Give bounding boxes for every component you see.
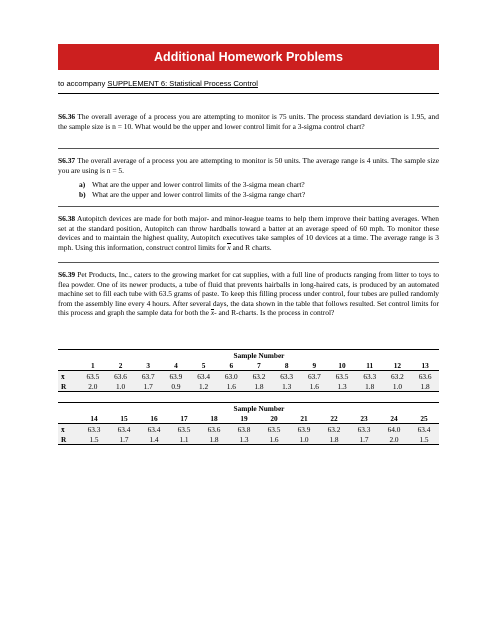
table-cell: 1.3 <box>273 381 301 392</box>
table-cell: 63.6 <box>411 371 439 382</box>
sample-number-header: 20 <box>259 413 289 424</box>
table-cell: 1.7 <box>109 434 139 445</box>
sample-number-header: 18 <box>199 413 229 424</box>
problem-text-end: - and R-charts. Is the process in control? <box>214 308 335 318</box>
problem-number: S6.37 <box>58 156 76 165</box>
table-cell: 64.0 <box>379 424 409 435</box>
sample-number-header: 4 <box>162 360 190 371</box>
subtitle <box>58 79 258 88</box>
sample-number-header: 17 <box>169 413 199 424</box>
question-b: b) What are the upper and lower control limits of the 3-sigma range chart? <box>79 189 306 199</box>
table-cell: 1.2 <box>190 381 218 392</box>
table-cell: 1.0 <box>107 381 135 392</box>
table-cell: 2.0 <box>79 381 107 392</box>
sample-number-header: 23 <box>349 413 379 424</box>
table-cell: 63.5 <box>259 424 289 435</box>
table-cell: 0.9 <box>162 381 190 392</box>
divider <box>58 148 439 149</box>
table-cell: 63.8 <box>229 424 259 435</box>
table-cell: 1.3 <box>328 381 356 392</box>
table-cell: 63.5 <box>328 371 356 382</box>
problem-number: S6.38 <box>58 214 76 223</box>
problem-number: S6.36 <box>58 112 76 121</box>
table-cell: 63.7 <box>301 371 329 382</box>
table-cell: 63.3 <box>349 424 379 435</box>
table-cell: 1.3 <box>229 434 259 445</box>
table-cell: 63.6 <box>107 371 135 382</box>
sample-table-1 <box>58 349 439 392</box>
sample-number-header: 13 <box>411 360 439 371</box>
question-a: a) What are the upper and lower control limits of the 3-sigma mean chart? <box>79 180 305 189</box>
table-cell: 1.8 <box>199 434 229 445</box>
sample-number-header: 14 <box>79 413 109 424</box>
table-cell: 63.4 <box>190 371 218 382</box>
table-cell: 1.8 <box>356 381 384 392</box>
table-cell: 1.0 <box>384 381 412 392</box>
row-label: R <box>58 434 79 445</box>
problem-text: The overall average of a process you are attempting to monitor is 50 units. The average range is 4 units. The sample size you are using is n = 5. <box>58 156 439 175</box>
subtitle-prefix: to accompany <box>58 79 108 88</box>
sample-number-header: 6 <box>217 360 245 371</box>
row-label: x̄ <box>58 371 79 382</box>
sample-number-header: 16 <box>139 413 169 424</box>
table-cell: 1.0 <box>289 434 319 445</box>
problem-s6-37 <box>58 156 439 175</box>
table-cell: 1.1 <box>169 434 199 445</box>
sample-number-header: 21 <box>289 413 319 424</box>
row-label: x̄ <box>58 424 79 435</box>
table-cell: 63.4 <box>139 424 169 435</box>
table-cell: 1.6 <box>301 381 329 392</box>
sample-number-header: 10 <box>328 360 356 371</box>
sample-number-header: 3 <box>134 360 162 371</box>
sample-number-header: 9 <box>301 360 329 371</box>
range-row <box>58 434 439 445</box>
table-cell: 63.5 <box>79 371 107 382</box>
sample-number-header: 11 <box>356 360 384 371</box>
sample-number-header: 8 <box>273 360 301 371</box>
table-cell: 1.7 <box>134 381 162 392</box>
table-cell: 63.2 <box>384 371 412 382</box>
sample-number-row <box>58 360 439 371</box>
problem-text: Autopitch devices are made for both major- and minor-league teams to help them improve their batting averages. When set at the standard position, Autopitch can throw hardballs toward a batter at an average speed of 60 mph. To monitor these devices and to maintain the highest quality, Autopitch executives take samples of 10 devices at a time. The average range is 3 mph. Using this information, construct control limits for <box>58 214 440 252</box>
table-cell: 1.6 <box>217 381 245 392</box>
table-cell: 1.5 <box>79 434 109 445</box>
mean-row <box>58 424 439 435</box>
sample-number-header: 5 <box>190 360 218 371</box>
sample-number-header: 25 <box>409 413 439 424</box>
sample-number-row <box>58 413 439 424</box>
table-cell: 1.8 <box>319 434 349 445</box>
table-cell: 1.5 <box>409 434 439 445</box>
table-cell: 63.4 <box>409 424 439 435</box>
table-cell: 63.2 <box>245 371 273 382</box>
subtitle-link[interactable]: SUPPLEMENT 6: Statistical Process Control <box>107 79 258 88</box>
sample-number-header: 15 <box>109 413 139 424</box>
problem-number: S6.39 <box>58 270 76 279</box>
table-cell: 63.7 <box>134 371 162 382</box>
table-cell: 63.3 <box>356 371 384 382</box>
problem-text: Pet Products, Inc., caters to the growing market for cat supplies, with a full line of products ranging from litter to toys to flea powder. One of its newer products, a tube of fluid that prevents hairballs in long-haired cats, is produced by an automated machine set to fill each tube with 63.5 grams of paste. To keep this filling process under control, four tubes are pulled randomly from the assembly line every 4 hours. After several days, the data shown in the table that follows resulted. Set control limits for this process and graph the sample data for both the <box>58 270 440 318</box>
row-label: R <box>58 381 79 392</box>
sample-number-header: 7 <box>245 360 273 371</box>
problem-s6-36 <box>58 112 439 131</box>
x-bar-symbol: x <box>210 308 215 318</box>
table-heading: Sample Number <box>79 403 439 414</box>
problem-text-end: and R charts. <box>232 242 272 252</box>
page-title: Additional Homework Problems <box>154 50 343 64</box>
sample-number-header: 1 <box>79 360 107 371</box>
sample-table-2 <box>58 402 439 445</box>
table-cell: 1.8 <box>245 381 273 392</box>
table-cell: 63.4 <box>109 424 139 435</box>
problem-s6-38 <box>58 214 439 252</box>
sample-number-header: 22 <box>319 413 349 424</box>
table-cell: 63.9 <box>289 424 319 435</box>
table-cell: 63.5 <box>169 424 199 435</box>
title-banner <box>58 44 439 70</box>
problem-s6-39 <box>58 270 439 318</box>
divider <box>58 206 439 207</box>
sample-number-header: 12 <box>384 360 412 371</box>
table-cell: 63.6 <box>199 424 229 435</box>
table-cell: 63.3 <box>79 424 109 435</box>
table-cell: 63.3 <box>273 371 301 382</box>
table-cell: 63.9 <box>162 371 190 382</box>
header-rule <box>58 93 439 94</box>
question-list <box>79 180 439 199</box>
table-cell: 63.0 <box>217 371 245 382</box>
table-cell: 2.0 <box>379 434 409 445</box>
table-heading: Sample Number <box>79 350 439 361</box>
table-cell: 1.4 <box>139 434 169 445</box>
range-row <box>58 381 439 392</box>
mean-row <box>58 371 439 382</box>
problem-text: The overall average of a process you are attempting to monitor is 75 units. The process standard deviation is 1.95, and the sample size is n = 10. What would be the upper and lower control limit for a 3-sigma control chart? <box>58 112 439 131</box>
x-bar-symbol: x <box>227 242 231 252</box>
sample-number-header: 24 <box>379 413 409 424</box>
table-cell: 1.8 <box>411 381 439 392</box>
divider <box>58 262 439 263</box>
sample-number-header: 2 <box>107 360 135 371</box>
table-cell: 63.2 <box>319 424 349 435</box>
sample-number-header: 19 <box>229 413 259 424</box>
table-cell: 1.7 <box>349 434 379 445</box>
table-cell: 1.6 <box>259 434 289 445</box>
